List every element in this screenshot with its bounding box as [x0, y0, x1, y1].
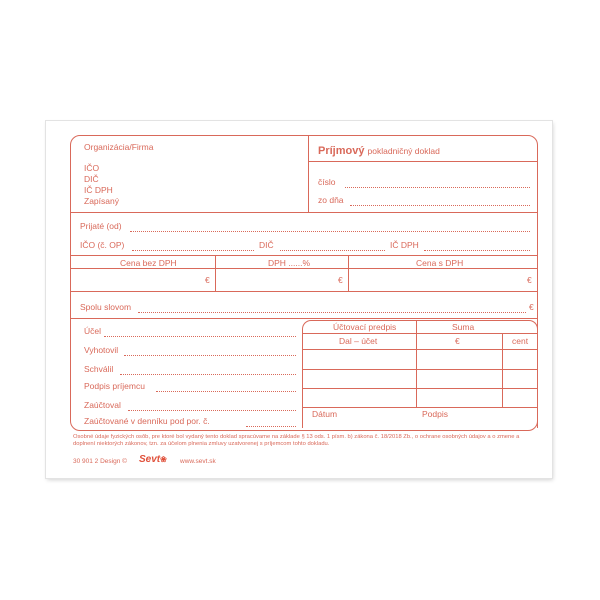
body-ic-dph-label: IČ DPH: [390, 240, 419, 250]
privacy-note: Osobné údaje fyzických osôb, pre ktoré bol vydaný tento doklad spracúvame na základe § 13 ods. 1 písm. b) zákona č. 18/2018 Zb., o ochrane osobných údajov a o zmene a doplnení niektorých zákonov, tzn. za účelom plnenia zmluvy uzatvorenej s príjemcom tohto dokladu.: [73, 434, 520, 448]
datum-label: Dátum: [312, 409, 338, 419]
euro-sign-3: €: [527, 275, 532, 285]
col-cena-bez-dph: Cena bez DPH: [120, 258, 177, 268]
footer-code: 30 901 2 Design ©: [73, 458, 127, 465]
euro-sign-2: €: [338, 275, 343, 285]
ico-op-label: IČO (č. OP): [80, 240, 125, 250]
table-top-line: [71, 255, 537, 256]
podpis-prijemcu-field[interactable]: [156, 391, 296, 392]
cent-label: cent: [512, 336, 529, 346]
zapisany-label: Zapísaný: [84, 196, 119, 206]
vyhotovil-field[interactable]: [124, 355, 296, 356]
prijate-field[interactable]: [130, 231, 530, 232]
zauctoval-field[interactable]: [128, 410, 296, 411]
table-header-line: [71, 268, 537, 269]
acct-podpis-label: Podpis: [422, 409, 448, 419]
vyhotovil-label: Vyhotovil: [84, 345, 119, 355]
euro-sign-1: €: [205, 275, 210, 285]
acct-row-line-4: [303, 407, 537, 408]
uctovaci-predpis-label: Účtovací predpis: [333, 322, 397, 332]
dic-label: DIČ: [84, 174, 99, 184]
zo-dna-label: zo dňa: [318, 195, 344, 205]
col-cena-s-dph: Cena s DPH: [416, 258, 464, 268]
header-divider: [308, 136, 309, 213]
title-underline: [309, 161, 537, 162]
acct-row-line-2: [303, 369, 537, 370]
ucel-field[interactable]: [104, 336, 296, 337]
table-bottom-line: [71, 291, 537, 292]
leaf-icon: ❀: [160, 455, 167, 464]
col-dph: DPH ......%: [268, 258, 311, 268]
table-col-divider-1: [215, 255, 216, 292]
spolu-slovom-label: Spolu slovom: [80, 302, 132, 312]
podpis-prijemcu-label: Podpis príjemcu: [84, 381, 145, 391]
org-label: Organizácia/Firma: [84, 142, 154, 152]
zauctoval-label: Zaúčtoval: [84, 400, 121, 410]
cislo-label: číslo: [318, 177, 336, 187]
acct-row-line-3: [303, 388, 537, 389]
zauctovane-label: Zaúčtované v denníku pod por. č.: [84, 416, 210, 426]
body-dic-field[interactable]: [280, 250, 385, 251]
dal-ucet-label: Dal – účet: [339, 336, 378, 346]
body-ic-dph-field[interactable]: [424, 250, 530, 251]
schvalil-label: Schválil: [84, 364, 114, 374]
schvalil-field[interactable]: [120, 374, 296, 375]
ic-dph-label: IČ DPH: [84, 185, 113, 195]
cislo-field[interactable]: [345, 187, 530, 188]
zo-dna-field[interactable]: [350, 205, 530, 206]
spolu-euro-sign: €: [529, 302, 534, 312]
sevt-logo: Sevt❀: [139, 454, 167, 465]
ico-op-field[interactable]: [132, 250, 254, 251]
footer-url: www.sevt.sk: [180, 458, 216, 465]
body-dic-label: DIČ: [259, 240, 274, 250]
spolu-slovom-field[interactable]: [138, 312, 526, 313]
suma-label: Suma: [452, 322, 475, 332]
document-title: Príjmový pokladničný doklad: [318, 145, 440, 157]
zauctovane-field[interactable]: [246, 426, 296, 427]
header-bottom-line: [71, 212, 537, 213]
acct-row-line-1: [303, 349, 537, 350]
ico-label: IČO: [84, 163, 100, 173]
acct-divider-cent: [502, 334, 503, 408]
table-col-divider-2: [348, 255, 349, 292]
ucel-label: Účel: [84, 326, 102, 336]
prijate-label: Prijaté (od): [80, 221, 122, 231]
acct-euro-label: €: [455, 336, 460, 346]
